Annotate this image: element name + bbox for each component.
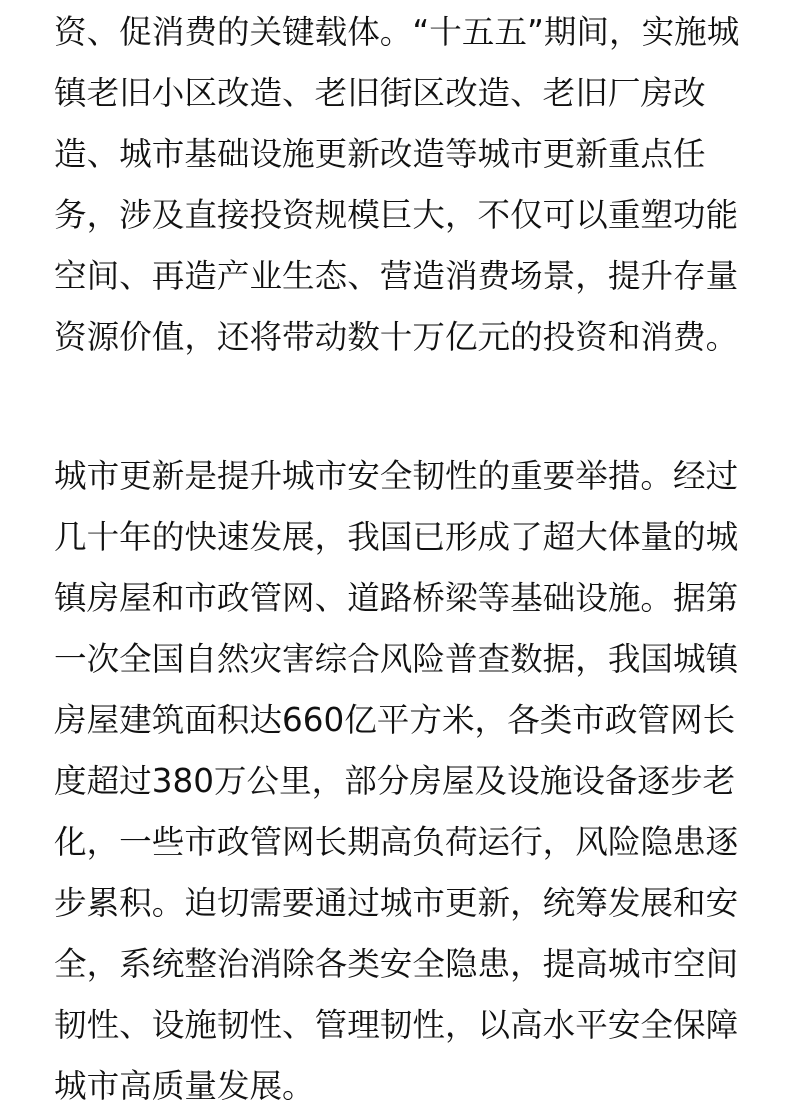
paragraph-2-line-8: 步累积。迫切需要通过城市更新，统筹发展和安 xyxy=(54,884,739,922)
paragraph-2-line-10: 韧性、设施韧性、管理韧性，以高水平安全保障 xyxy=(54,1006,739,1044)
paragraph-2-line-1: 城市更新是提升城市安全韧性的重要举措。经过 xyxy=(54,457,739,495)
paragraph-1 xyxy=(54,2,766,368)
paragraph-1-line-4: 务，涉及直接投资规模巨大，不仅可以重塑功能 xyxy=(54,196,739,234)
paragraph-1-line-5: 空间、再造产业生态、营造消费场景，提升存量 xyxy=(54,257,739,295)
paragraph-2 xyxy=(54,446,766,1117)
paragraph-1-line-6: 资源价值，还将带动数十万亿元的投资和消费。 xyxy=(54,318,739,356)
paragraph-spacer xyxy=(54,368,766,446)
paragraph-2-line-6: 度超过380万公里，部分房屋及设施设备逐步老 xyxy=(54,762,736,800)
paragraph-2-line-5: 房屋建筑面积达660亿平方米，各类市政管网长 xyxy=(54,701,736,739)
paragraph-1-line-3: 造、城市基础设施更新改造等城市更新重点任 xyxy=(54,135,706,173)
paragraph-2-line-2: 几十年的快速发展，我国已形成了超大体量的城 xyxy=(54,518,739,556)
article-body xyxy=(54,2,766,1117)
paragraph-1-line-2: 镇老旧小区改造、老旧街区改造、老旧厂房改 xyxy=(54,74,706,112)
paragraph-2-line-7: 化，一些市政管网长期高负荷运行，风险隐患逐 xyxy=(54,823,739,861)
paragraph-2-line-11: 城市高质量发展。 xyxy=(54,1067,315,1105)
paragraph-2-line-3: 镇房屋和市政管网、道路桥梁等基础设施。据第 xyxy=(54,579,739,617)
paragraph-1-line-1: 资、促消费的关键载体。“十五五”期间，实施城 xyxy=(54,13,740,51)
paragraph-2-line-4: 一次全国自然灾害综合风险普查数据，我国城镇 xyxy=(54,640,739,678)
paragraph-2-line-9: 全，系统整治消除各类安全隐患，提高城市空间 xyxy=(54,945,739,983)
